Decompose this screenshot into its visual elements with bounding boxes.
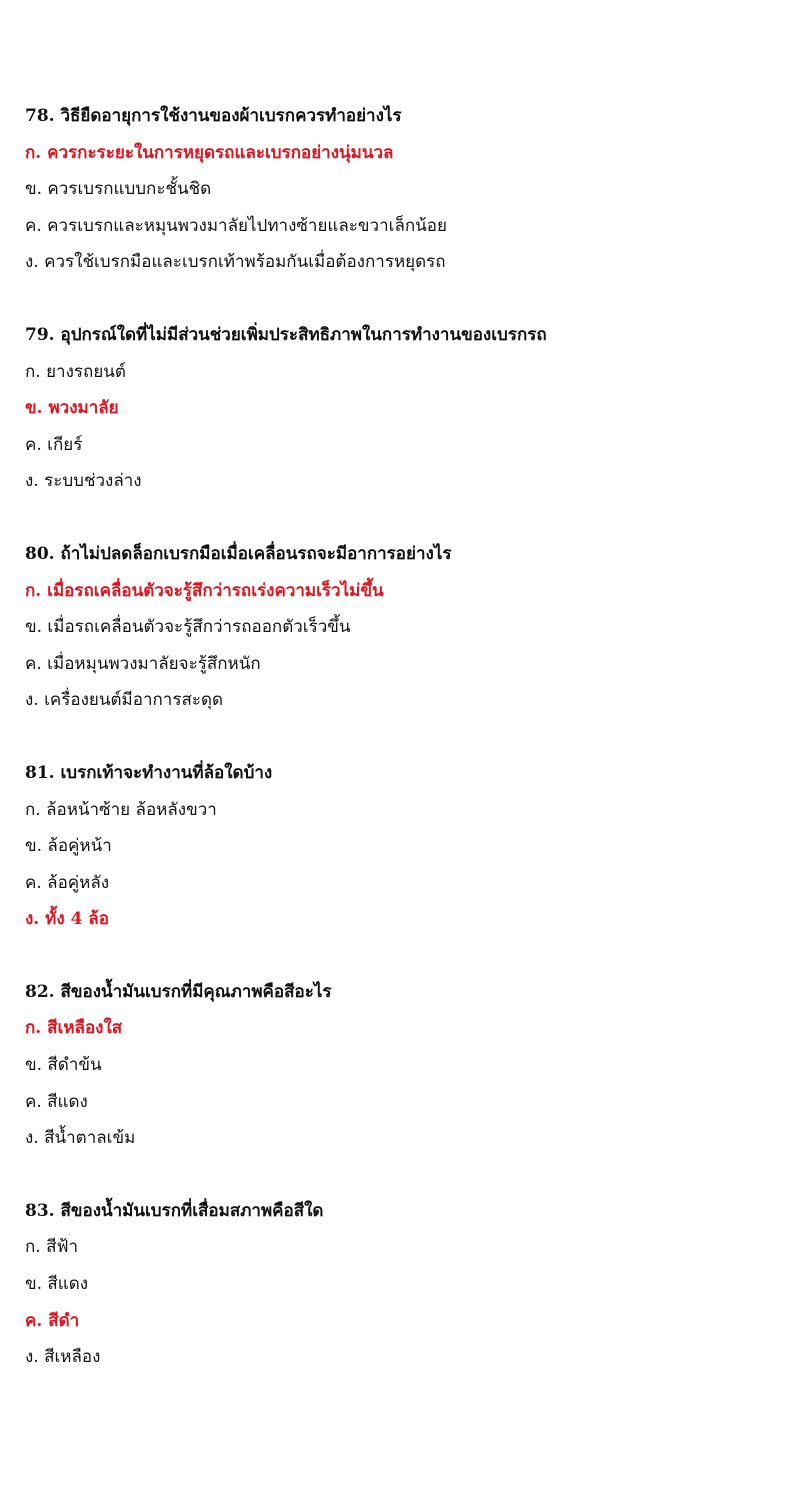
choice-option: ข. สีดำข้น [25, 1055, 102, 1076]
choice-option: ข. ควรเบรกแบบกะชั้นชิด [25, 179, 212, 200]
question-title: 83. สีของน้ำมันเบรกที่เสื่อมสภาพคือสีใด [25, 1200, 324, 1221]
question-79 [25, 317, 785, 500]
question-title: 81. เบรกเท้าจะทำงานที่ล้อใดบ้าง [25, 762, 273, 783]
question-78 [25, 98, 785, 281]
choice-option: ค. เกียร์ [25, 434, 83, 455]
question-83 [25, 1193, 785, 1376]
question-title: 78. วิธียืดอายุการใช้งานของผ้าเบรกควรทำอย่างไร [25, 106, 402, 126]
choice-option: ก. เมื่อรถเคลื่อนตัวจะรู้สึกว่ารถเร่งความเร็วไม่ขึ้น [25, 580, 384, 601]
choice-option: ข. สีแดง [25, 1274, 89, 1295]
choice-option: ค. สีแดง [25, 1091, 88, 1112]
choice-option: ค. เมื่อหมุนพวงมาลัยจะรู้สึกหนัก [25, 653, 261, 674]
choice-option: ง. สีเหลือง [25, 1347, 101, 1368]
choice-option: ก. ล้อหน้าซ้าย ล้อหลังขวา [25, 799, 217, 820]
choice-option: ค. ควรเบรกและหมุนพวงมาลัยไปทางซ้ายและขวาเล็กน้อย [25, 215, 447, 236]
choice-option: ค. ล้อคู่หลัง [25, 872, 110, 893]
choice-option: ก. สีฟ้า [25, 1237, 79, 1258]
choice-option: ก. ควรกะระยะในการหยุดรถและเบรกอย่างนุ่มนวล [25, 142, 394, 163]
choice-option: ข. ล้อคู่หน้า [25, 836, 112, 857]
question-title: 79. อุปกรณ์ใดที่ไม่มีส่วนช่วยเพิ่มประสิทธิภาพในการทำงานของเบรกรถ [25, 324, 547, 345]
choice-option: ค. สีดำ [25, 1310, 80, 1331]
question-81 [25, 755, 785, 938]
question-80 [25, 536, 785, 719]
question-82 [25, 974, 785, 1157]
quiz-page [25, 98, 785, 1412]
question-title: 80. ถ้าไม่ปลดล็อกเบรกมือเมื่อเคลื่อนรถจะมีอาการอย่างไร [25, 543, 452, 564]
choice-option: ง. ระบบช่วงล่าง [25, 471, 142, 492]
choice-option: ก. สีเหลืองใส [25, 1018, 123, 1039]
choice-option: ข. เมื่อรถเคลื่อนตัวจะรู้สึกว่ารถออกตัวเร็วขึ้น [25, 617, 351, 638]
question-title: 82. สีของน้ำมันเบรกที่มีคุณภาพคือสีอะไร [25, 981, 332, 1002]
choice-option: ข. พวงมาลัย [25, 398, 119, 419]
choice-option: ง. ควรใช้เบรกมือและเบรกเท้าพร้อมกันเมื่อต้องการหยุดรถ [25, 252, 446, 273]
choice-option: ง. สีน้ำตาลเข้ม [25, 1128, 136, 1149]
choice-option: ง. เครื่องยนต์มีอาการสะดุด [25, 690, 224, 711]
choice-option: ก. ยางรถยนต์ [25, 361, 126, 382]
choice-option: ง. ทั้ง 4 ล้อ [25, 909, 109, 930]
